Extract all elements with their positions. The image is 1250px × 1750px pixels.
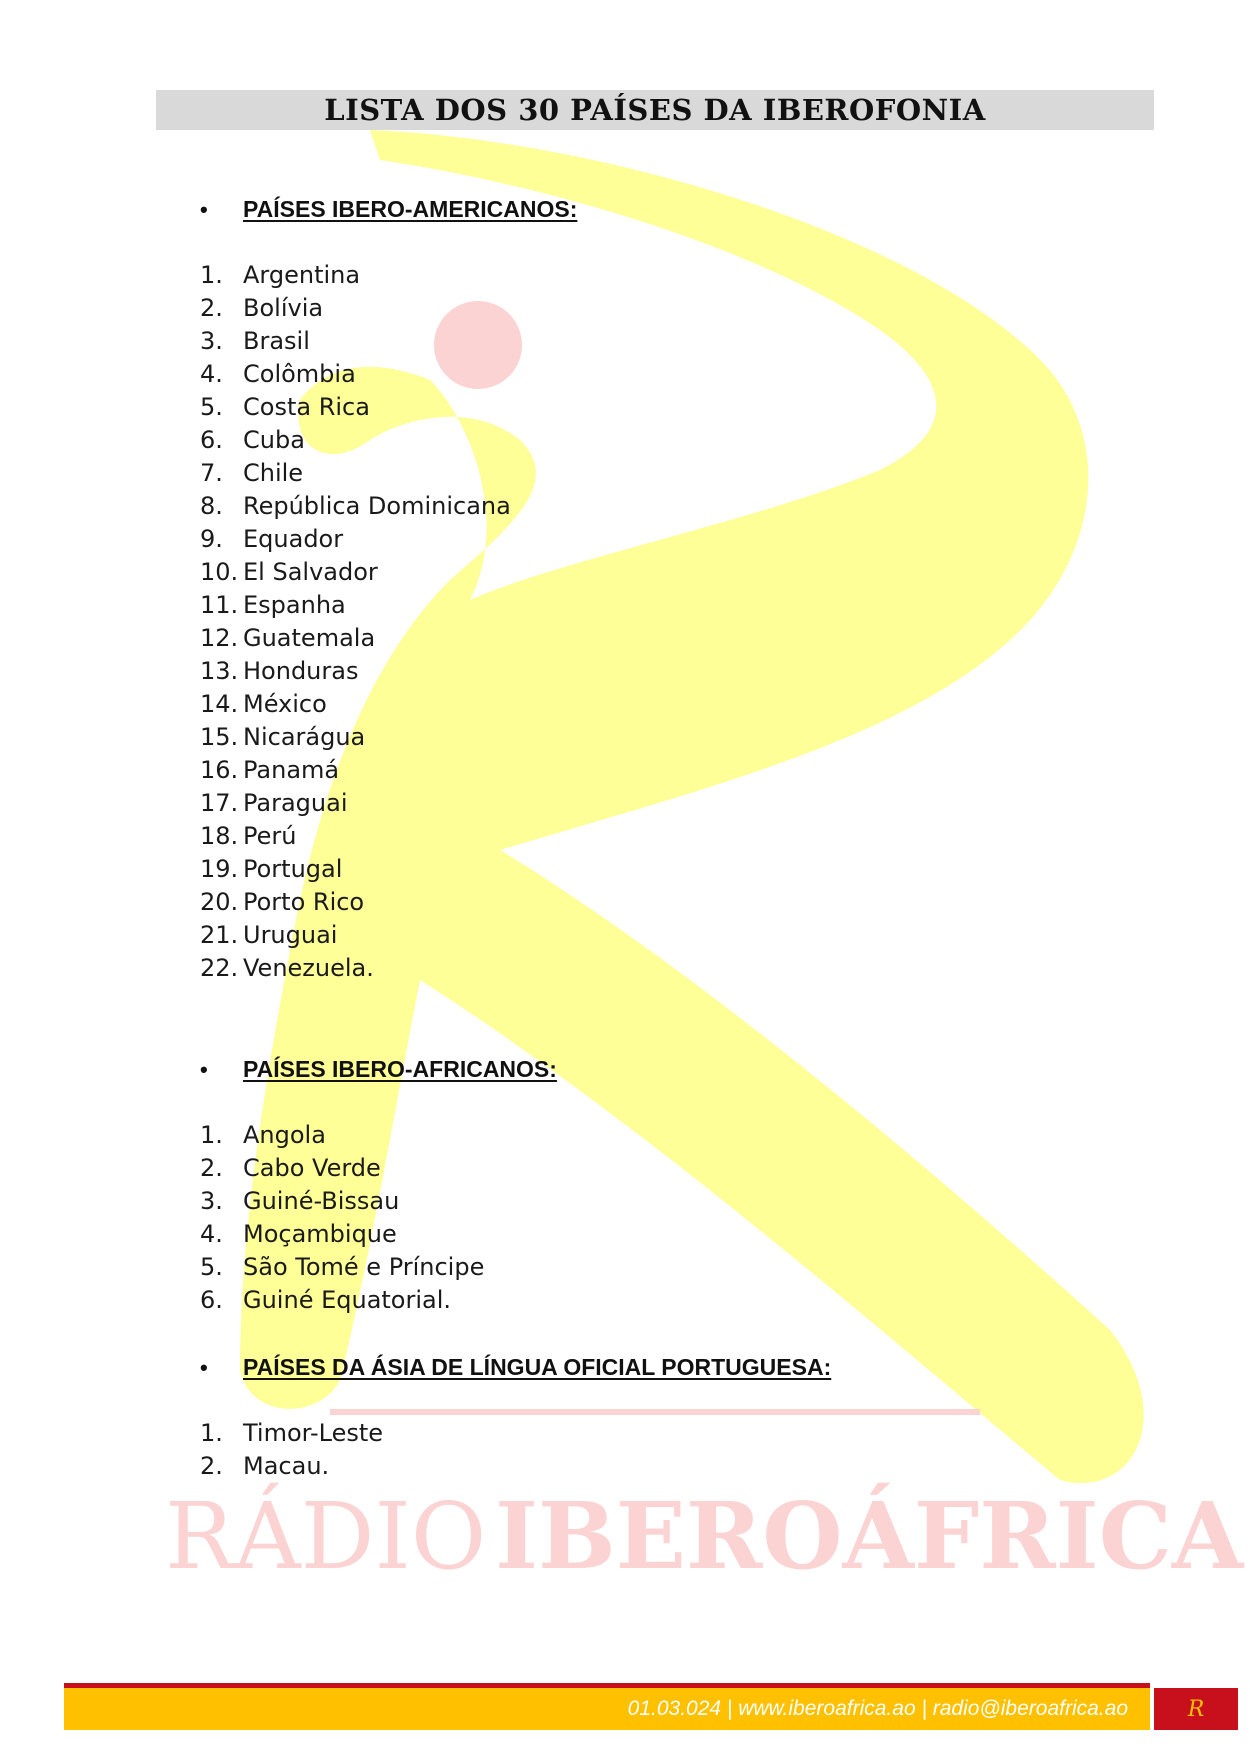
list-item: 5. Costa Rica xyxy=(200,393,370,421)
list-item: 4. Colômbia xyxy=(200,360,356,388)
footer-contact-text: 01.03.024 | www.iberoafrica.ao | radio@iberoafrica.ao xyxy=(627,1697,1128,1720)
list-item: 19. Portugal xyxy=(200,855,343,883)
list-item: 21. Uruguai xyxy=(200,921,338,949)
section-heading-label: PAÍSES IBERO-AFRICANOS: xyxy=(243,1056,557,1082)
list-item: 1. Argentina xyxy=(200,261,361,289)
title-banner xyxy=(156,90,1154,130)
list-item: 13. Honduras xyxy=(200,657,359,685)
watermark-text-radio: RÁDIO xyxy=(165,1483,487,1590)
footer-bar xyxy=(64,1688,1150,1730)
list-item: 15. Nicarágua xyxy=(200,723,366,751)
list-item: 2. Cabo Verde xyxy=(200,1154,381,1182)
list-item: 14. México xyxy=(200,690,327,718)
list-item: 6. Cuba xyxy=(200,426,305,454)
page-title: LISTA DOS 30 PAÍSES DA IBEROFONIA xyxy=(324,93,986,127)
bullet-icon: • xyxy=(200,1354,208,1380)
list-item: 4. Moçambique xyxy=(200,1220,397,1248)
list-item: 5. São Tomé e Príncipe xyxy=(200,1253,485,1281)
list-item: 9. Equador xyxy=(200,525,344,553)
footer-logo-icon xyxy=(1154,1688,1238,1730)
list-item: 1. Timor-Leste xyxy=(200,1419,384,1447)
list-item: 3. Guiné-Bissau xyxy=(200,1187,400,1215)
list-item: 20. Porto Rico xyxy=(200,888,365,916)
list-item: 1. Angola xyxy=(200,1121,326,1149)
list-item: 17. Paraguai xyxy=(200,789,348,817)
list-item: 6. Guiné Equatorial. xyxy=(200,1286,452,1314)
section-heading-ibero-americanos xyxy=(200,196,577,223)
list-item: 11. Espanha xyxy=(200,591,346,619)
list-item: 7. Chile xyxy=(200,459,304,487)
list-item: 2. Bolívia xyxy=(200,294,324,322)
list-ibero-americanos xyxy=(200,259,511,985)
list-item: 16. Panamá xyxy=(200,756,340,784)
section-heading-ibero-africanos xyxy=(200,1056,557,1083)
list-item: 10. El Salvador xyxy=(200,558,378,586)
section-heading-label: PAÍSES DA ÁSIA DE LÍNGUA OFICIAL PORTUGUESA: xyxy=(243,1354,832,1380)
list-item: 18. Perú xyxy=(200,822,297,850)
section-heading-label: PAÍSES IBERO-AMERICANOS: xyxy=(243,196,578,222)
list-item: 3. Brasil xyxy=(200,327,310,355)
section-heading-asia-lingua-portuguesa xyxy=(200,1354,831,1381)
footer-logo-glyph: R xyxy=(1187,1696,1205,1722)
bullet-icon: • xyxy=(200,196,208,222)
list-item: 22. Venezuela. xyxy=(200,954,374,982)
list-item: 2. Macau. xyxy=(200,1452,330,1480)
list-ibero-africanos xyxy=(200,1119,484,1317)
list-item: 12. Guatemala xyxy=(200,624,376,652)
watermark-text-iberoafrica: IBEROÁFRICA xyxy=(495,1482,1244,1590)
bullet-icon: • xyxy=(200,1056,208,1082)
list-asia-lingua-portuguesa xyxy=(200,1417,383,1483)
list-item: 8. República Dominicana xyxy=(200,492,511,520)
